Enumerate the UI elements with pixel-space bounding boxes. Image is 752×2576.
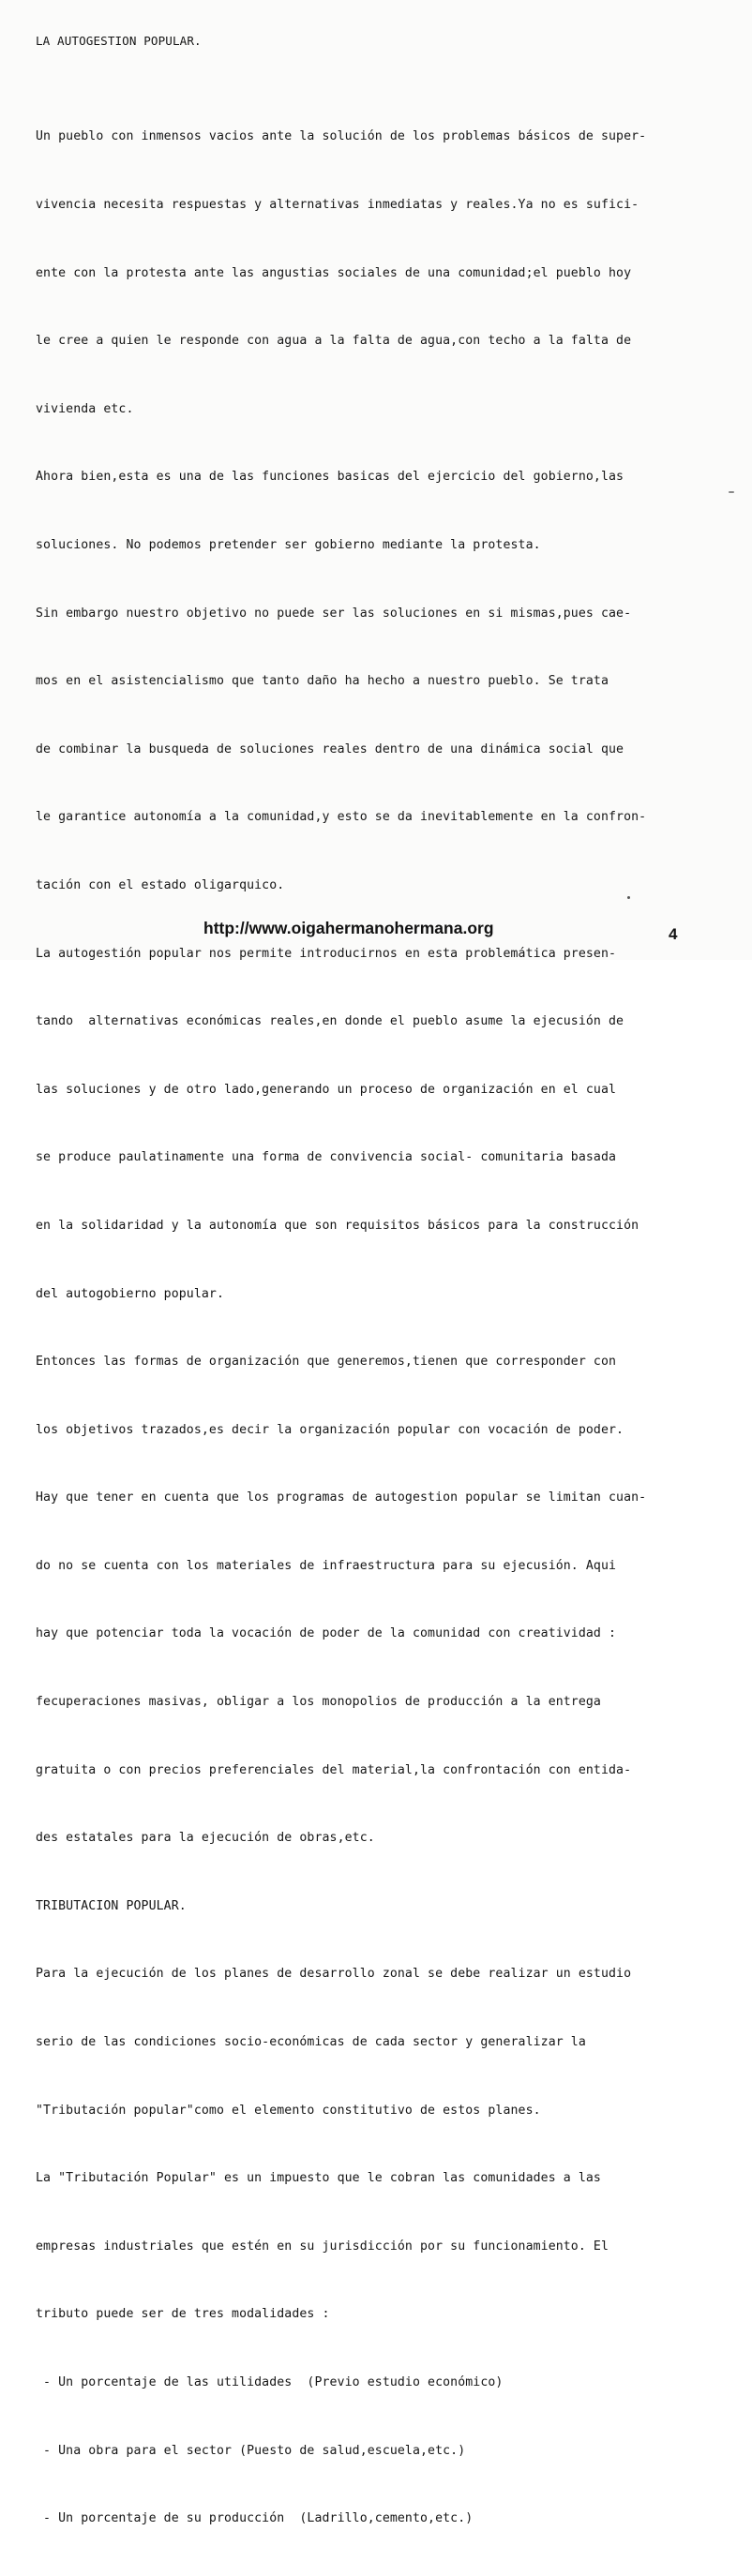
- body-line: los objetivos trazados,es decir la organización popular con vocación de poder.: [36, 1422, 624, 1437]
- document-body: [36, 81, 646, 2576]
- body-line: Hay que tener en cuenta que los programas de autogestion popular se limitan cuan-: [36, 1490, 647, 1505]
- page-number: 4: [669, 925, 678, 943]
- list-item: - Una obra para el sector (Puesto de salud,escuela,etc.): [36, 2443, 466, 2458]
- body-line: le garantice autonomía a la comunidad,y esto se da inevitablemente en la confron-: [36, 810, 647, 825]
- body-line: gratuita o con precios preferenciales del material,la confrontación con entida-: [36, 1762, 632, 1777]
- body-line: Para la ejecución de los planes de desarrollo zonal se debe realizar un estudio: [36, 1967, 632, 1982]
- body-line: Sin embargo nuestro objetivo no puede ser las soluciones en si mismas,pues cae-: [36, 606, 632, 621]
- body-line: La "Tributación Popular" es un impuesto que le cobran las comunidades a las: [36, 2171, 601, 2186]
- scan-speck: [627, 896, 630, 899]
- body-line: Ahora bien,esta es una de las funciones basicas del ejercicio del gobierno,las: [36, 470, 624, 485]
- body-line: mos en el asistencialismo que tanto daño ha hecho a nuestro pueblo. Se trata: [36, 674, 609, 689]
- body-line: do no se cuenta con los materiales de infraestructura para su ejecusión. Aqui: [36, 1558, 617, 1573]
- body-line: se produce paulatinamente una forma de convivencia social- comunitaria basada: [36, 1150, 617, 1165]
- body-line: vivencia necesita respuestas y alternativas inmediatas y reales.Ya no es sufici-: [36, 198, 639, 212]
- body-line: ente con la protesta ante las angustias sociales de una comunidad;el pueblo hoy: [36, 265, 632, 280]
- body-line: de combinar la busqueda de soluciones reales dentro de una dinámica social que: [36, 741, 624, 756]
- body-line: "Tributación popular"como el elemento constitutivo de estos planes.: [36, 2103, 541, 2118]
- list-item: - Un porcentaje de su producción (Ladrillo,cemento,etc.): [36, 2511, 474, 2526]
- body-line: hay que potenciar toda la vocación de poder de la comunidad con creatividad :: [36, 1626, 617, 1641]
- body-line: las soluciones y de otro lado,generando un proceso de organización en el cual: [36, 1082, 617, 1097]
- body-line: en la solidaridad y la autonomía que son requisitos básicos para la construcción: [36, 1218, 639, 1233]
- body-line: des estatales para la ejecución de obras,etc.: [36, 1831, 375, 1846]
- body-line: tando alternativas económicas reales,en donde el pueblo asume la ejecusión de: [36, 1014, 624, 1029]
- section-heading: TRIBUTACION POPULAR.: [36, 1898, 187, 1913]
- body-line: fecuperaciones masivas, obligar a los monopolios de producción a la entrega: [36, 1695, 601, 1710]
- list-item: - Un porcentaje de las utilidades (Previo estudio económico): [36, 2375, 504, 2389]
- body-line: tributo puede ser de tres modalidades :: [36, 2307, 330, 2322]
- body-line: vivienda etc.: [36, 401, 134, 416]
- body-line: del autogobierno popular.: [36, 1286, 224, 1301]
- document-title: LA AUTOGESTION POPULAR.: [36, 34, 202, 48]
- scan-speck: [729, 491, 734, 493]
- footer-url-link[interactable]: http://www.oigahermanohermana.org: [203, 919, 494, 937]
- body-line: le cree a quien le responde con agua a la falta de agua,con techo a la falta de: [36, 334, 632, 349]
- body-line: serio de las condiciones socio-económicas de cada sector y generalizar la: [36, 2035, 586, 2050]
- body-line: Entonces las formas de organización que generemos,tienen que corresponder con: [36, 1355, 617, 1370]
- body-line: empresas industriales que estén en su jurisdicción por su funcionamiento. El: [36, 2239, 609, 2254]
- body-line: soluciones. No podemos pretender ser gobierno mediante la protesta.: [36, 537, 541, 552]
- body-line: Un pueblo con inmensos vacios ante la solución de los problemas básicos de super-: [36, 129, 647, 144]
- body-line: tación con el estado oligarquico.: [36, 877, 285, 892]
- body-line: La autogestión popular nos permite introducirnos en esta problemática presen-: [36, 946, 617, 961]
